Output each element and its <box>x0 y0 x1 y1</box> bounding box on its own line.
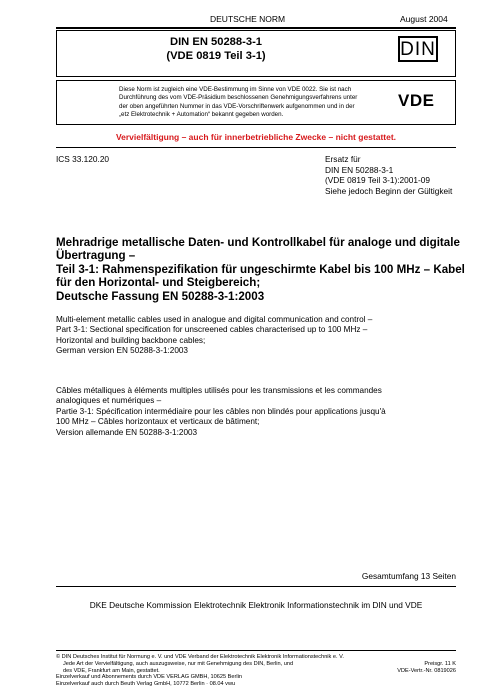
title-german <box>56 236 465 303</box>
title-de-line: Deutsche Fassung EN 50288-3-1:2003 <box>56 289 265 303</box>
vde-classification: (VDE 0819 Teil 3-1) <box>166 49 266 62</box>
document-type: DEUTSCHE NORM <box>210 14 286 24</box>
footer-rule <box>56 650 456 651</box>
standard-number: DIN EN 50288-3-1 <box>169 36 263 48</box>
price-info <box>380 661 456 675</box>
notice-line: Diese Norm ist zugleich eine VDE-Bestimmung im Sinne von VDE 0022. Sie ist nach <box>119 86 352 93</box>
title-de-line: Mehradrige metallische Daten- und Kontrollkabel für analoge und digitale <box>56 236 460 249</box>
vde-notice-text <box>119 86 389 120</box>
replacement-line: Siehe jedoch Beginn der Gültigkeit <box>325 185 453 196</box>
replacement-line: (VDE 0819 Teil 3-1):2001-09 <box>325 175 431 185</box>
title-fr-line: 100 MHz – Câbles horizontaux et verticaux de bâtiment; <box>56 417 260 427</box>
notice-line: Durchführung des vom VDE-Präsidium beschlossenen Genehmigungsverfahrens unter <box>119 94 358 102</box>
replacement-info <box>325 154 452 196</box>
title-french <box>56 386 386 438</box>
ics-code: ICS 33.120.20 <box>56 154 110 164</box>
title-fr-line: analogiques et numériques – <box>56 396 162 406</box>
title-de-line: Übertragung – <box>56 249 136 263</box>
title-box <box>56 30 456 77</box>
issue-date: August 2004 <box>400 14 448 24</box>
title-english <box>56 315 372 357</box>
title-en-line: German version EN 50288-3-1:2003 <box>56 346 188 356</box>
total-pages: Gesamtumfang 13 Seiten <box>361 571 456 581</box>
vde-logo: VDE <box>398 91 435 110</box>
footer-line: Jede Art der Vervielfältigung, auch auszugsweise, nur mit Genehmigung des DIN, Berlin, und <box>63 660 294 667</box>
title-en-line: Horizontal and building backbone cables; <box>56 335 206 345</box>
title-en-line: Multi-element metallic cables used in analogue and digital communication and control – <box>56 315 373 324</box>
title-en-line: Part 3-1: Sectional specification for unscreened cables characterised up to 100 MHz – <box>56 325 368 335</box>
footer-line: Einzelverkauf und Abonnements durch VDE VERLAG GMBH, 10625 Berlin <box>56 674 242 681</box>
header-rule <box>56 27 456 29</box>
notice-line: der oben angeführten Nummer in das VDE-Vorschriftenwerk aufgenommen und in der <box>119 102 355 110</box>
notice-box <box>56 80 456 125</box>
title-fr-line: Partie 3-1: Spécification intermédiaire pour les câbles non blindés pour applications jusqu'à <box>56 406 386 416</box>
din-logo: DIN <box>398 36 438 62</box>
copyright-notice <box>56 654 344 688</box>
title-de-line: Teil 3-1: Rahmenspezifikation für ungeschirmte Kabel bis 100 MHz – Kabel <box>56 262 465 276</box>
price-group: Preisgr. 11 K <box>424 661 456 667</box>
notice-line: „etz Elektrotechnik + Automation“ bekannt gegeben worden. <box>119 111 284 119</box>
warning-rule <box>56 147 456 148</box>
pages-rule <box>56 586 456 587</box>
copy-warning: Vervielfältigung – auch für innerbetriebliche Zwecke – nicht gestattet. <box>115 132 397 142</box>
replacement-line: DIN EN 50288-3-1 <box>325 164 394 175</box>
footer-line: des VDE, Frankfurt am Main, gestattet. <box>63 667 160 674</box>
dke-committee: DKE Deutsche Kommission Elektrotechnik Elektronik Informationstechnik im DIN und VDE <box>89 600 423 610</box>
title-fr-line: Version allemande EN 50288-3-1:2003 <box>56 427 198 437</box>
title-de-line: für den Horizontal- und Steigbereich; <box>56 276 261 290</box>
title-fr-line: Câbles métalliques à éléments multiples utilisés pour les transmissions et les commandes <box>56 386 382 395</box>
vde-order-number: VDE-Vertr.-Nr. 0819026 <box>397 667 456 674</box>
footer-line: Einzelverkauf auch durch Beuth Verlag GmbH, 10772 Berlin · 08.04 vwu <box>56 681 236 688</box>
standard-designation <box>57 36 375 63</box>
replacement-line: Ersatz für <box>325 154 361 164</box>
footer-line: © DIN Deutsches Institut für Normung e. V. und VDE Verband der Elektrotechnik Elektronik Informationstechnik e. V. <box>56 654 344 660</box>
